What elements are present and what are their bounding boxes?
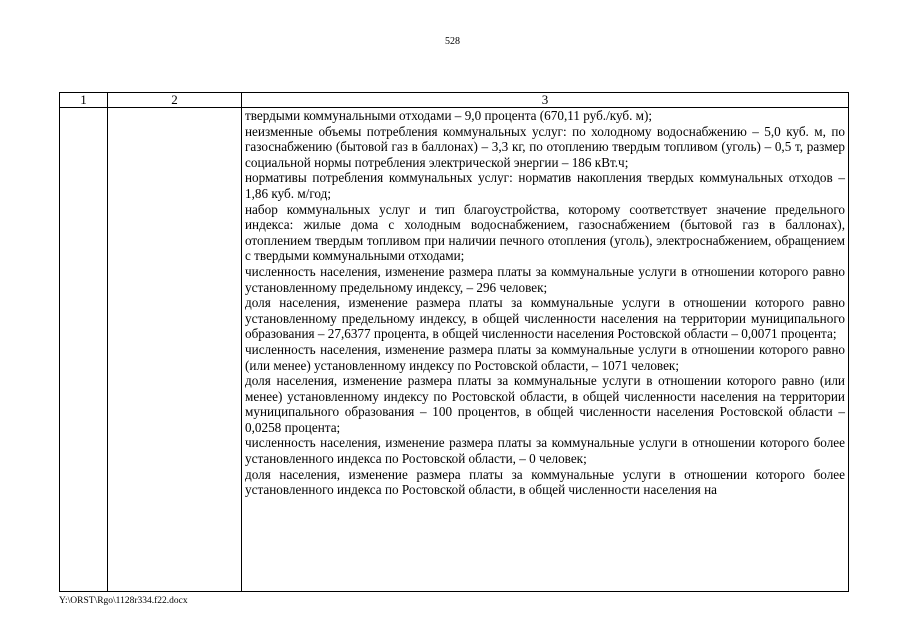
column-header-1: 1 (60, 93, 108, 108)
column-header-2: 2 (108, 93, 242, 108)
paragraph: численность населения, изменение размера платы за коммунальные услуги в отношении которого более установленного индекса по Ростовской области, – 0 человек; (245, 435, 845, 467)
table-cell-col2 (108, 108, 242, 592)
footer-file-path: Y:\ORST\Rgo\1128r334.f22.docx (59, 596, 188, 606)
paragraph: твердыми коммунальными отходами – 9,0 процента (670,11 руб./куб. м); (245, 108, 653, 123)
page-number: 528 (445, 36, 460, 47)
paragraph: неизменные объемы потребления коммунальных услуг: по холодному водоснабжению – 5,0 куб. м, по газоснабжению (бытовой газ в баллонах) – 3,3 кг, по отоплению твердым топливом (уголь) – 0,5 т, размер социальной нормы потребления электрической энергии – 186 кВт.ч; (245, 123, 845, 170)
table-cell-col3 (242, 108, 849, 592)
cell-text-content (242, 108, 848, 591)
paragraph: набор коммунальных услуг и тип благоустройства, которому соответствует значение предельного индекса: жилые дома с холодным водоснабжением, газоснабжением (бытовой газ в баллонах), отоплением твердым топливом при наличии печного отопления (уголь), электроснабжением, обращением с твердыми коммунальными отходами; (245, 201, 845, 264)
table-header-row (60, 93, 849, 108)
paragraph: численность населения, изменение размера платы за коммунальные услуги в отношении которого равно установленному предельному индексу, – 296 человек; (245, 263, 845, 295)
table-row (60, 108, 849, 592)
paragraph: доля населения, изменение размера платы за коммунальные услуги в отношении которого равно (или менее) установленному индексу по Ростовской области, в общей численности населения на территории муниципального образования – 100 процентов, в общей численности населения Ростовской области – 0,0258 процента; (245, 373, 845, 435)
table-cell-col1 (60, 108, 108, 592)
document-table (59, 92, 849, 592)
column-header-3: 3 (242, 93, 849, 108)
paragraph: доля населения, изменение размера платы за коммунальные услуги в отношении которого более установленного индекса по Ростовской области, в общей численности населения на (245, 466, 845, 498)
paragraph: нормативы потребления коммунальных услуг: норматив накопления твердых коммунальных отходов – 1,86 куб. м/год; (245, 170, 845, 201)
paragraph: численность населения, изменение размера платы за коммунальные услуги в отношении которого равно (или менее) установленному индексу по Ростовской области, – 1071 человек; (245, 341, 845, 373)
paragraph: доля населения, изменение размера платы за коммунальные услуги в отношении которого равно установленному предельному индексу, в общей численности населения на территории муниципального образования – 27,6377 процента, в общей численности населения Ростовской области – 0,0071 процента; (245, 295, 845, 342)
